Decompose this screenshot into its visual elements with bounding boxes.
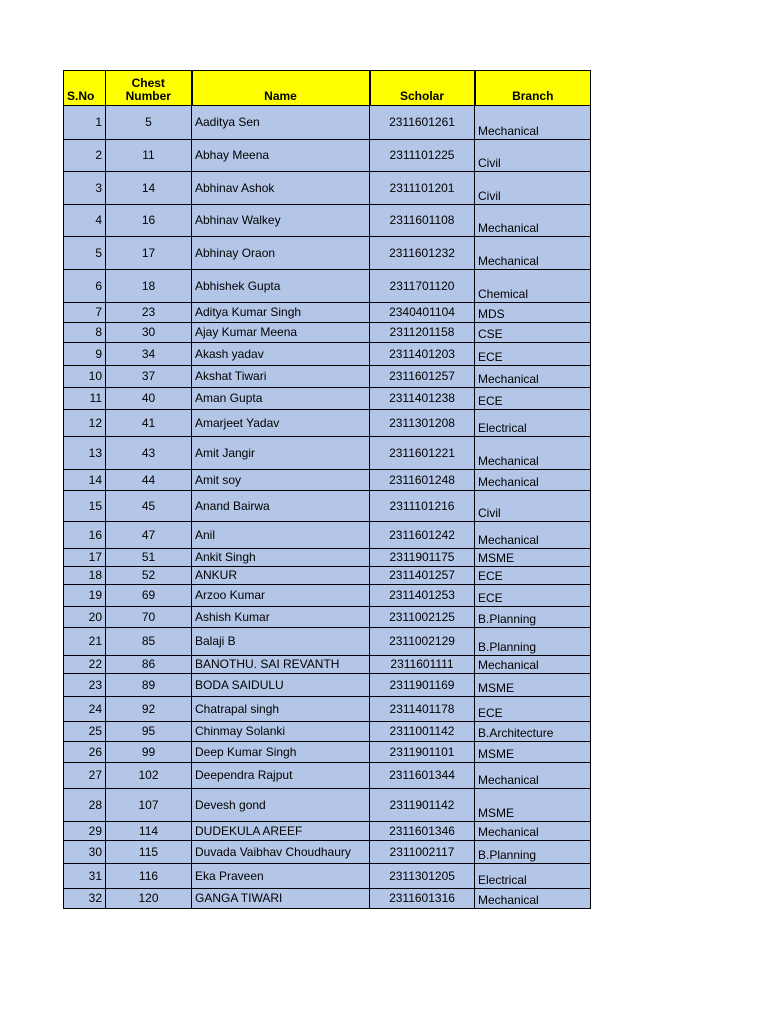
cell-name: BANOTHU. SAI REVANTH — [192, 656, 370, 674]
cell-chest: 23 — [106, 303, 192, 323]
cell-branch: ECE — [475, 697, 591, 722]
table-row — [64, 205, 591, 237]
cell-sno: 19 — [64, 585, 106, 607]
cell-scholar: 2311401253 — [370, 585, 475, 607]
cell-sno: 8 — [64, 323, 106, 343]
cell-chest: 45 — [106, 491, 192, 522]
cell-chest: 85 — [106, 628, 192, 656]
cell-branch: Civil — [475, 140, 591, 172]
cell-chest: 18 — [106, 270, 192, 303]
cell-sno: 13 — [64, 437, 106, 470]
cell-branch: Mechanical — [475, 470, 591, 491]
cell-branch: B.Planning — [475, 607, 591, 628]
cell-name: GANGA TIWARI — [192, 889, 370, 909]
cell-chest: 86 — [106, 656, 192, 674]
table-row — [64, 366, 591, 388]
cell-scholar: 2311401203 — [370, 343, 475, 366]
cell-branch: MDS — [475, 303, 591, 323]
cell-sno: 26 — [64, 742, 106, 763]
cell-scholar: 2311601108 — [370, 205, 475, 237]
cell-scholar: 2311002125 — [370, 607, 475, 628]
cell-sno: 11 — [64, 388, 106, 410]
cell-name: Chinmay Solanki — [192, 722, 370, 742]
table-row — [64, 549, 591, 567]
cell-name: Duvada Vaibhav Choudhaury — [192, 841, 370, 864]
cell-chest: 17 — [106, 237, 192, 270]
cell-scholar: 2311301208 — [370, 410, 475, 437]
cell-scholar: 2311002117 — [370, 841, 475, 864]
cell-name: Abhinay Oraon — [192, 237, 370, 270]
cell-scholar: 2311101201 — [370, 172, 475, 205]
header-chest-line1: Chest — [131, 76, 165, 90]
cell-sno: 17 — [64, 549, 106, 567]
cell-chest: 43 — [106, 437, 192, 470]
cell-name: Chatrapal singh — [192, 697, 370, 722]
cell-name: Amit Jangir — [192, 437, 370, 470]
table-row — [64, 343, 591, 366]
table-row — [64, 742, 591, 763]
cell-branch: Electrical — [475, 864, 591, 889]
cell-scholar: 2311201158 — [370, 323, 475, 343]
table-row — [64, 237, 591, 270]
header-chest-line2: Number — [125, 89, 171, 103]
table-row — [64, 722, 591, 742]
cell-branch: Mechanical — [475, 822, 591, 841]
cell-name: Ajay Kumar Meena — [192, 323, 370, 343]
cell-sno: 24 — [64, 697, 106, 722]
table-header — [64, 71, 591, 106]
table-row — [64, 303, 591, 323]
cell-sno: 16 — [64, 522, 106, 549]
cell-branch: ECE — [475, 388, 591, 410]
cell-scholar: 2311901101 — [370, 742, 475, 763]
header-chest-number — [106, 71, 192, 106]
table-row — [64, 470, 591, 491]
cell-branch: B.Architecture — [475, 722, 591, 742]
cell-sno: 18 — [64, 567, 106, 585]
cell-chest: 114 — [106, 822, 192, 841]
cell-sno: 28 — [64, 789, 106, 822]
cell-chest: 92 — [106, 697, 192, 722]
cell-sno: 27 — [64, 763, 106, 789]
cell-scholar: 2311401178 — [370, 697, 475, 722]
cell-name: Deep Kumar Singh — [192, 742, 370, 763]
table-row — [64, 585, 591, 607]
cell-sno: 15 — [64, 491, 106, 522]
table-row — [64, 789, 591, 822]
cell-branch: Civil — [475, 491, 591, 522]
cell-chest: 5 — [106, 106, 192, 140]
cell-chest: 70 — [106, 607, 192, 628]
cell-name: Akshat Tiwari — [192, 366, 370, 388]
table-row — [64, 889, 591, 909]
cell-sno: 20 — [64, 607, 106, 628]
cell-scholar: 2311601221 — [370, 437, 475, 470]
cell-sno: 4 — [64, 205, 106, 237]
cell-scholar: 2311601316 — [370, 889, 475, 909]
cell-chest: 40 — [106, 388, 192, 410]
cell-sno: 5 — [64, 237, 106, 270]
cell-branch: B.Planning — [475, 628, 591, 656]
table-row — [64, 437, 591, 470]
cell-chest: 116 — [106, 864, 192, 889]
header-scholar: Scholar — [370, 71, 475, 106]
cell-chest: 51 — [106, 549, 192, 567]
cell-branch: Mechanical — [475, 437, 591, 470]
cell-sno: 23 — [64, 674, 106, 697]
cell-sno: 25 — [64, 722, 106, 742]
cell-sno: 14 — [64, 470, 106, 491]
cell-scholar: 2311901169 — [370, 674, 475, 697]
table-row — [64, 410, 591, 437]
cell-name: Deependra Rajput — [192, 763, 370, 789]
cell-sno: 21 — [64, 628, 106, 656]
cell-name: Aditya Kumar Singh — [192, 303, 370, 323]
header-name: Name — [192, 71, 370, 106]
cell-name: Akash yadav — [192, 343, 370, 366]
table-row — [64, 822, 591, 841]
cell-sno: 10 — [64, 366, 106, 388]
cell-branch: Mechanical — [475, 522, 591, 549]
cell-name: Eka Praveen — [192, 864, 370, 889]
cell-scholar: 2311101225 — [370, 140, 475, 172]
cell-branch: Mechanical — [475, 106, 591, 140]
cell-name: Abhay Meena — [192, 140, 370, 172]
cell-chest: 30 — [106, 323, 192, 343]
cell-chest: 52 — [106, 567, 192, 585]
cell-name: Amarjeet Yadav — [192, 410, 370, 437]
cell-branch: B.Planning — [475, 841, 591, 864]
table-row — [64, 172, 591, 205]
cell-branch: MSME — [475, 789, 591, 822]
cell-scholar: 2340401104 — [370, 303, 475, 323]
header-row — [64, 71, 591, 106]
cell-branch: Chemical — [475, 270, 591, 303]
cell-name: ANKUR — [192, 567, 370, 585]
cell-branch: Mechanical — [475, 763, 591, 789]
student-table — [63, 70, 591, 909]
cell-chest: 47 — [106, 522, 192, 549]
cell-scholar: 2311101216 — [370, 491, 475, 522]
cell-scholar: 2311001142 — [370, 722, 475, 742]
cell-branch: Mechanical — [475, 237, 591, 270]
table-row — [64, 763, 591, 789]
cell-branch: ECE — [475, 567, 591, 585]
cell-branch: CSE — [475, 323, 591, 343]
cell-name: Aaditya Sen — [192, 106, 370, 140]
cell-chest: 99 — [106, 742, 192, 763]
table-row — [64, 491, 591, 522]
cell-chest: 34 — [106, 343, 192, 366]
table-row — [64, 628, 591, 656]
cell-chest: 44 — [106, 470, 192, 491]
cell-chest: 16 — [106, 205, 192, 237]
cell-scholar: 2311601257 — [370, 366, 475, 388]
cell-chest: 102 — [106, 763, 192, 789]
cell-scholar: 2311901175 — [370, 549, 475, 567]
cell-scholar: 2311901142 — [370, 789, 475, 822]
cell-name: Ashish Kumar — [192, 607, 370, 628]
cell-scholar: 2311601346 — [370, 822, 475, 841]
cell-name: Balaji B — [192, 628, 370, 656]
cell-scholar: 2311401238 — [370, 388, 475, 410]
cell-chest: 89 — [106, 674, 192, 697]
table-row — [64, 656, 591, 674]
cell-sno: 12 — [64, 410, 106, 437]
table-row — [64, 697, 591, 722]
table-row — [64, 323, 591, 343]
cell-name: Abhinav Ashok — [192, 172, 370, 205]
cell-scholar: 2311701120 — [370, 270, 475, 303]
cell-scholar: 2311601111 — [370, 656, 475, 674]
cell-sno: 32 — [64, 889, 106, 909]
cell-chest: 95 — [106, 722, 192, 742]
table-body — [64, 106, 591, 909]
cell-branch: ECE — [475, 343, 591, 366]
table-row — [64, 140, 591, 172]
cell-name: Aman Gupta — [192, 388, 370, 410]
cell-scholar: 2311601261 — [370, 106, 475, 140]
cell-scholar: 2311601248 — [370, 470, 475, 491]
cell-branch: Mechanical — [475, 366, 591, 388]
cell-sno: 7 — [64, 303, 106, 323]
table-row — [64, 864, 591, 889]
cell-scholar: 2311601242 — [370, 522, 475, 549]
cell-scholar: 2311601232 — [370, 237, 475, 270]
cell-chest: 11 — [106, 140, 192, 172]
cell-branch: Civil — [475, 172, 591, 205]
cell-chest: 37 — [106, 366, 192, 388]
cell-chest: 120 — [106, 889, 192, 909]
cell-branch: ECE — [475, 585, 591, 607]
cell-name: DUDEKULA AREEF — [192, 822, 370, 841]
cell-branch: MSME — [475, 549, 591, 567]
cell-chest: 115 — [106, 841, 192, 864]
cell-sno: 29 — [64, 822, 106, 841]
table-row — [64, 522, 591, 549]
table-row — [64, 567, 591, 585]
cell-branch: MSME — [475, 742, 591, 763]
cell-name: Devesh gond — [192, 789, 370, 822]
cell-branch: Mechanical — [475, 889, 591, 909]
cell-sno: 2 — [64, 140, 106, 172]
cell-scholar: 2311301205 — [370, 864, 475, 889]
cell-scholar: 2311401257 — [370, 567, 475, 585]
cell-branch: Mechanical — [475, 205, 591, 237]
header-sno: S.No — [64, 71, 106, 106]
cell-name: Anand Bairwa — [192, 491, 370, 522]
cell-chest: 41 — [106, 410, 192, 437]
cell-chest: 14 — [106, 172, 192, 205]
cell-name: Amit soy — [192, 470, 370, 491]
cell-sno: 9 — [64, 343, 106, 366]
table-row — [64, 388, 591, 410]
cell-name: Arzoo Kumar — [192, 585, 370, 607]
table-row — [64, 607, 591, 628]
header-branch: Branch — [475, 71, 591, 106]
cell-name: Abhinav Walkey — [192, 205, 370, 237]
cell-name: Ankit Singh — [192, 549, 370, 567]
cell-sno: 22 — [64, 656, 106, 674]
cell-branch: Electrical — [475, 410, 591, 437]
cell-scholar: 2311002129 — [370, 628, 475, 656]
cell-name: Anil — [192, 522, 370, 549]
cell-sno: 6 — [64, 270, 106, 303]
cell-sno: 31 — [64, 864, 106, 889]
cell-chest: 107 — [106, 789, 192, 822]
cell-chest: 69 — [106, 585, 192, 607]
cell-scholar: 2311601344 — [370, 763, 475, 789]
table-row — [64, 841, 591, 864]
cell-branch: MSME — [475, 674, 591, 697]
cell-name: Abhishek Gupta — [192, 270, 370, 303]
table-row — [64, 270, 591, 303]
cell-sno: 30 — [64, 841, 106, 864]
table-row — [64, 106, 591, 140]
cell-name: BODA SAIDULU — [192, 674, 370, 697]
table-row — [64, 674, 591, 697]
cell-branch: Mechanical — [475, 656, 591, 674]
cell-sno: 3 — [64, 172, 106, 205]
cell-sno: 1 — [64, 106, 106, 140]
